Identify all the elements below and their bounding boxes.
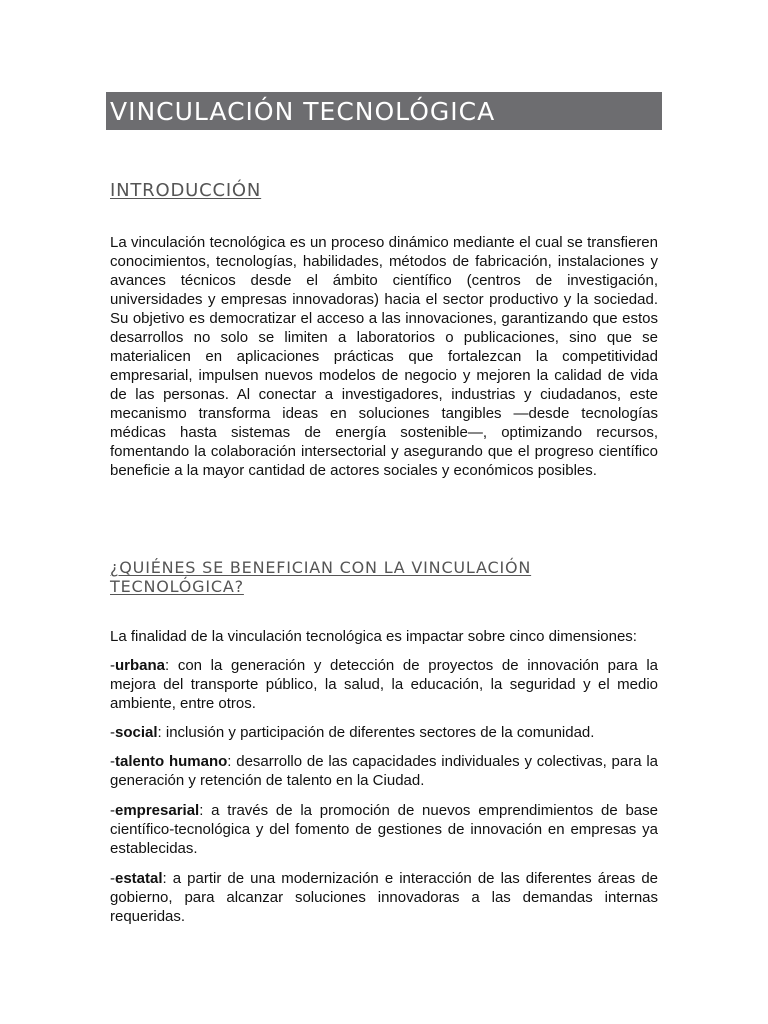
dimension-term: talento humano bbox=[115, 753, 228, 770]
dimension-text: : con la generación y detección de proyectos de innovación para la mejora del transporte público, la salud, la educación, la seguridad y el medio ambiente, entre otros. bbox=[110, 657, 658, 712]
dimension-term: empresarial bbox=[115, 802, 200, 819]
dimension-urbana bbox=[110, 656, 658, 713]
dimension-prefix: - bbox=[110, 724, 115, 741]
dimension-estatal bbox=[110, 869, 658, 926]
intro-paragraph: La vinculación tecnológica es un proceso dinámico mediante el cual se transfieren conocimientos, tecnologías, habilidades, métodos de fabricación, instalaciones y avances técnicos desde el ámbito científico (centros de investigación, universidades y empresas innovadoras) hacia el sector productivo y la sociedad. Su objetivo es democratizar el acceso a las innovaciones, garantizando que estos desarrollos no solo se limiten a laboratorios o publicaciones, sino que se materialicen en aplicaciones prácticas que fortalezcan la competitividad empresarial, impulsen nuevos modelos de negocio y mejoren la calidad de vida de las personas. Al conectar a investigadores, industrias y ciudadanos, este mecanismo transforma ideas en soluciones tangibles —desde tecnologías médicas hasta sistemas de energía sostenible—, optimizando recursos, fomentando la colaboración intersectorial y asegurando que el progreso científico beneficie a la mayor cantidad de actores sociales y económicos posibles. bbox=[110, 234, 658, 479]
dimension-empresarial bbox=[110, 801, 658, 858]
dimension-text: : a través de la promoción de nuevos emprendimientos de base científico-tecnológica y del fomento de gestiones de innovación en empresas ya establecidas. bbox=[110, 802, 658, 857]
dimension-social bbox=[110, 723, 658, 742]
dimension-term: estatal bbox=[115, 870, 163, 887]
dimension-text: : inclusión y participación de diferentes sectores de la comunidad. bbox=[157, 724, 595, 741]
dimension-prefix: - bbox=[110, 870, 115, 887]
dimension-term: social bbox=[115, 724, 158, 741]
document-title: VINCULACIÓN TECNOLÓGICA bbox=[110, 96, 496, 126]
dimension-prefix: - bbox=[110, 802, 115, 819]
dimension-text: : a partir de una modernización e interacción de las diferentes áreas de gobierno, para alcanzar soluciones innovadoras a las demandas internas requeridas. bbox=[110, 870, 658, 925]
dimension-prefix: - bbox=[110, 657, 115, 674]
dimension-prefix: - bbox=[110, 753, 115, 770]
beneficiaries-heading: ¿QUIÉNES SE BENEFICIAN CON LA VINCULACIÓN TECNOLÓGICA? bbox=[110, 558, 532, 596]
dimension-talento-humano bbox=[110, 752, 658, 790]
beneficiaries-intro: La finalidad de la vinculación tecnológica es impactar sobre cinco dimensiones: bbox=[110, 628, 637, 645]
dimension-term: urbana bbox=[115, 657, 166, 674]
dimension-text: : desarrollo de las capacidades individuales y colectivas, para la generación y retención de talento en la Ciudad. bbox=[110, 753, 658, 789]
title-banner bbox=[106, 92, 662, 130]
intro-heading: INTRODUCCIÓN bbox=[110, 180, 262, 201]
